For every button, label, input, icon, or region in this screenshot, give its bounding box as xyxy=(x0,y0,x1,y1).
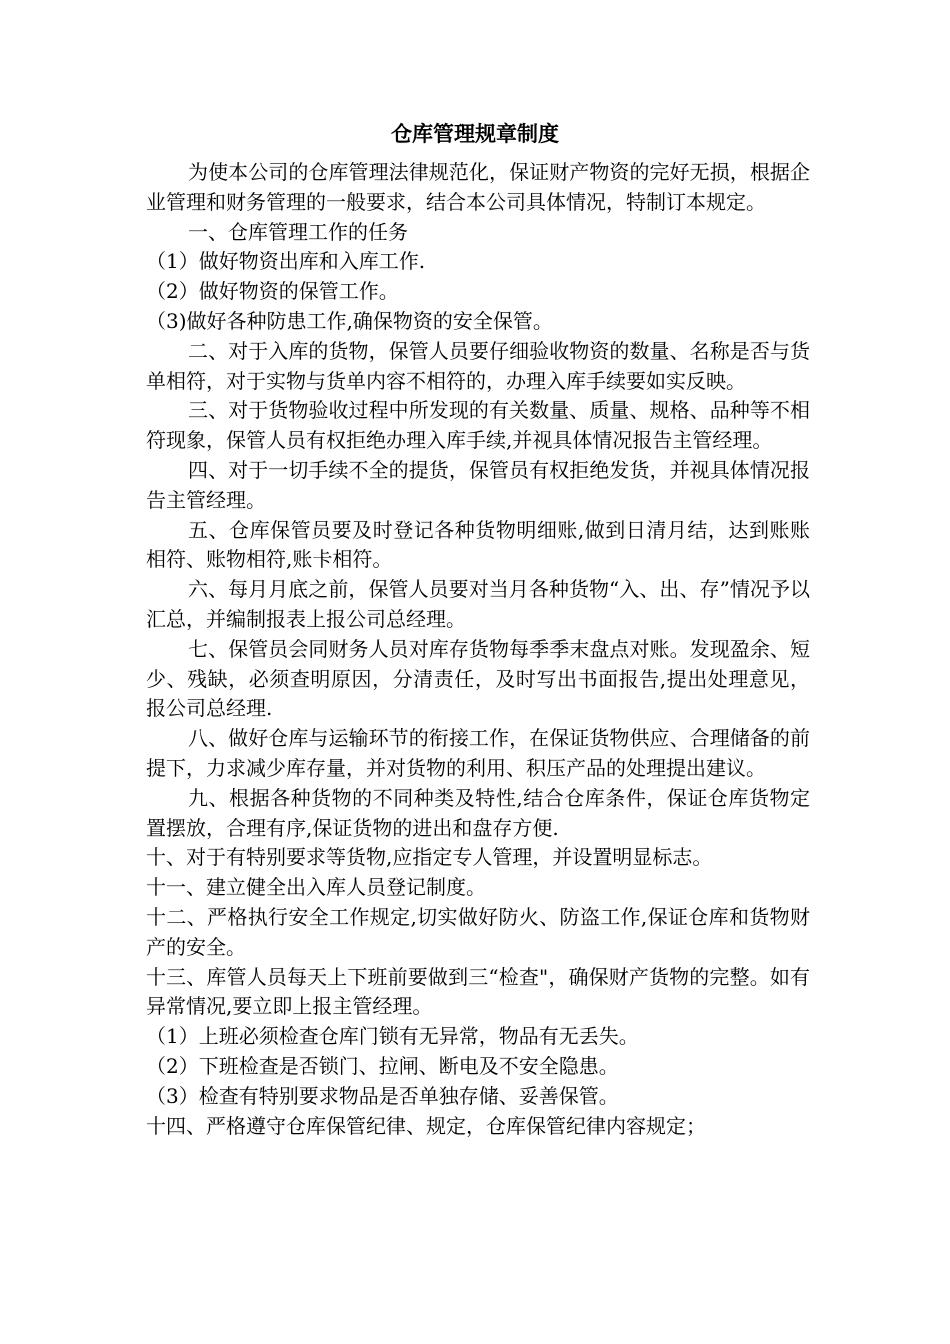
paragraph: 五、仓库保管员要及时登记各种货物明细账,做到日清月结，达到账账相符、账物相符,账卡相符。 xyxy=(146,517,810,572)
paragraph: （1）上班必须检查仓库门锁有无异常，物品有无丢失。 xyxy=(146,1024,639,1049)
paragraph: （3）检查有特别要求物品是否单独存储、妥善保管。 xyxy=(146,1083,619,1108)
paragraph: 十三、库管人员每天上下班前要做到三“检查"，确保财产货物的完整。如有异常情况,要立即上报主管经理。 xyxy=(146,964,810,1019)
paragraph: （2）下班检查是否锁门、拉闸、断电及不安全隐患。 xyxy=(146,1053,619,1078)
paragraph: （1）做好物资出库和入库工作. xyxy=(146,249,426,274)
paragraph: 为使本公司的仓库管理法律规范化，保证财产物资的完好无损，根据企业管理和财务管理的一般要求，结合本公司具体情况，特制订本规定。 xyxy=(146,160,810,214)
paragraph: 八、做好仓库与运输环节的衔接工作，在保证货物供应、合理储备的前提下，力求减少库存量，并对货物的利用、积压产品的处理提出建议。 xyxy=(146,726,810,780)
paragraph: 十二、严格执行安全工作规定,切实做好防火、防盗工作,保证仓库和货物财产的安全。 xyxy=(146,904,810,959)
paragraph: 一、仓库管理工作的任务 xyxy=(188,219,408,244)
paragraph: 九、根据各种货物的不同种类及特性,结合仓库条件，保证仓库货物定置摆放，合理有序,保证货物的进出和盘存方便. xyxy=(146,785,810,840)
paragraph: 六、每月月底之前，保管人员要对当月各种货物“入、出、存”情况予以汇总，并编制报表上报公司总经理。 xyxy=(146,577,810,631)
paragraph: 十、对于有特别要求等货物,应指定专人管理，并设置明显标志。 xyxy=(146,845,713,870)
paragraph: 十一、建立健全出入库人员登记制度。 xyxy=(146,875,486,900)
paragraph: （2）做好物资的保管工作。 xyxy=(146,279,399,304)
paragraph: 七、保管员会同财务人员对库存货物每季季末盘点对账。发现盈余、短少、残缺，必须查明原因，分清责任，及时写出书面报告,提出处理意见，报公司总经理. xyxy=(146,636,810,721)
paragraph: 二、对于入库的货物，保管人员要仔细验收物资的数量、名称是否与货单相符，对于实物与货单内容不相符的，办理入库手续要如实反映。 xyxy=(146,338,810,393)
paragraph: 三、对于货物验收过程中所发现的有关数量、质量、规格、品种等不相符现象，保管人员有权拒绝办理入库手续,并视具体情况报告主管经理。 xyxy=(146,398,810,453)
document-title: 仓库管理规章制度 xyxy=(391,122,559,146)
paragraph: 四、对于一切手续不全的提货，保管员有权拒绝发货，并视具体情况报告主管经理。 xyxy=(146,457,810,512)
paragraph: 十四、严格遵守仓库保管纪律、规定，仓库保管纪律内容规定； xyxy=(146,1113,706,1138)
document-body xyxy=(146,158,810,1141)
paragraph: （3)做好各种防患工作,确保物资的安全保管。 xyxy=(146,308,553,333)
